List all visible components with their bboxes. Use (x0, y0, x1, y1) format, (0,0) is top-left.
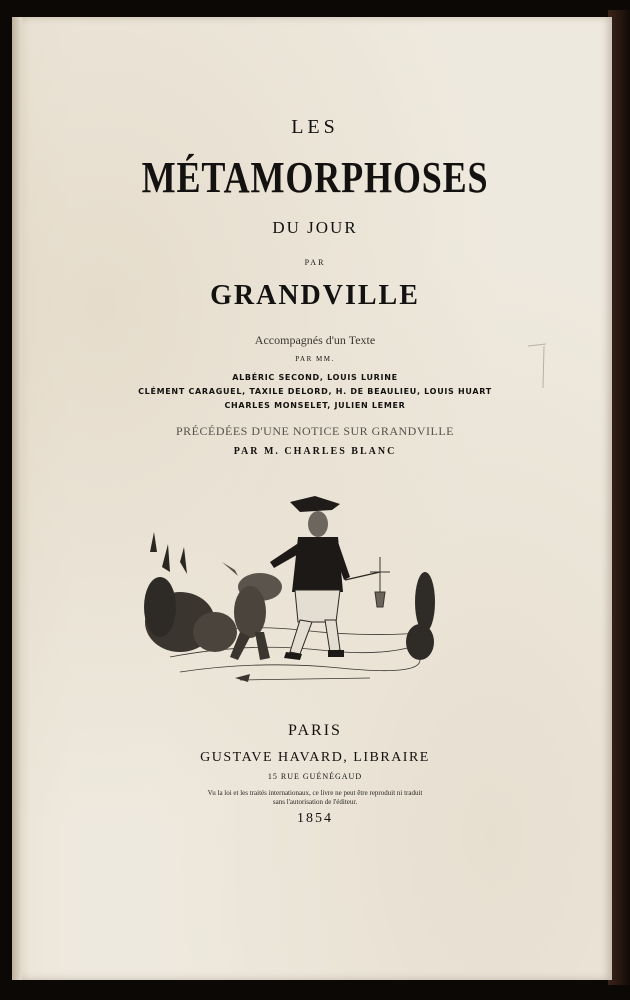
ground-debris (235, 674, 250, 682)
page-gutter (12, 17, 22, 980)
preceded-by-notice: PRÉCÉDÉES D'UNE NOTICE SUR GRANDVILLE (176, 424, 454, 438)
copyright-notice-line-2: sans l'autorisation de l'éditeur. (272, 798, 358, 806)
par-label: PAR (304, 258, 326, 267)
notice-author: PAR M. CHARLES BLANC (233, 446, 397, 457)
contributors-line-2: CLÉMENT CARAGUEL, TAXILE DELORD, H. DE BEAULIEU, LOUIS HUART (138, 387, 492, 396)
contributors-line-1: ALBÉRIC SECOND, LOUIS LURINE (232, 373, 398, 382)
imprint-year: 1854 (297, 811, 333, 826)
par-mm-label: PAR MM. (295, 355, 335, 363)
main-title: MÉTAMORPHOSES (141, 153, 489, 202)
imprint-address: 15 RUE GUÉNÉGAUD (267, 772, 363, 781)
contributors-line-3: CHARLES MONSELET, JULIEN LEMER (224, 401, 406, 410)
author-name: GRANDVILLE (210, 280, 420, 311)
illustration-vignette (140, 492, 440, 692)
dog-soldier-figure (270, 496, 380, 660)
hedge-left (144, 532, 237, 652)
foliage-right (406, 572, 435, 660)
imprint-city: PARIS (288, 722, 342, 739)
accompanied-text: Accompagnés d'un Texte (254, 333, 376, 347)
subtitle-du-jour: DU JOUR (272, 218, 358, 237)
distant-mill (370, 557, 390, 607)
title-les: LES (291, 116, 339, 138)
page-pencil-mark (526, 342, 548, 390)
copyright-notice-line-1: Vu la loi et les traités internationaux, ce livre ne peut être reproduit ni traduit (207, 789, 423, 797)
imprint-publisher: GUSTAVE HAVARD, LIBRAIRE (200, 750, 430, 765)
